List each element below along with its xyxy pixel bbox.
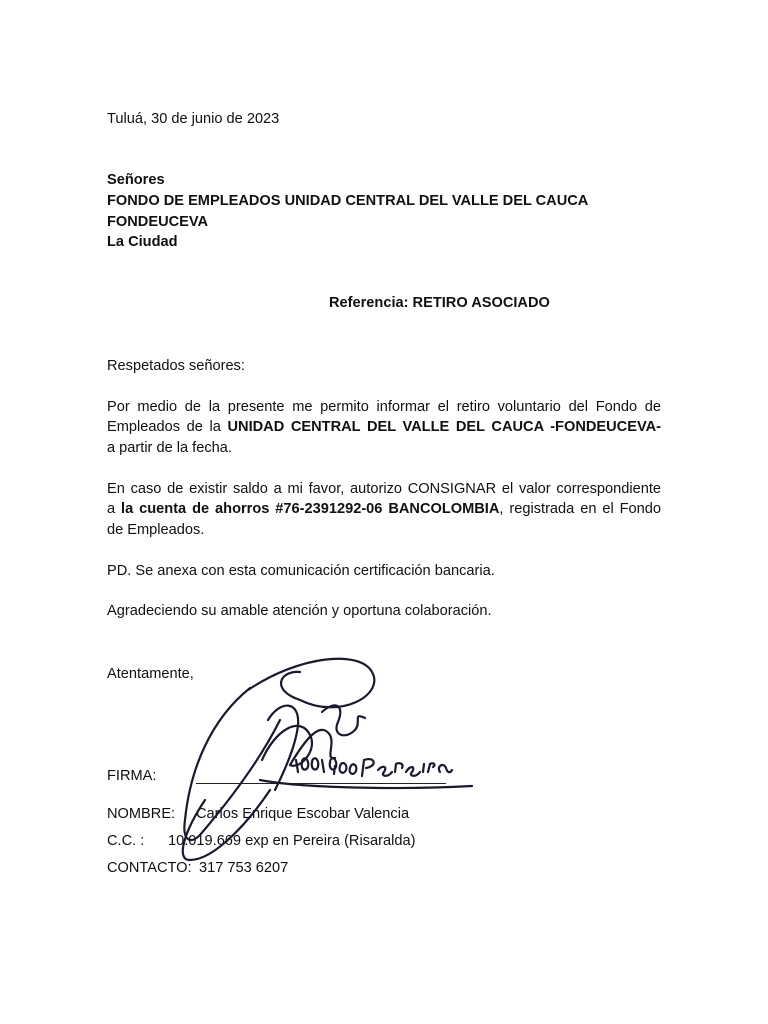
recipient-city: La Ciudad bbox=[107, 234, 178, 250]
contacto-value: 317 753 6207 bbox=[199, 860, 289, 876]
closing: Atentamente, bbox=[107, 666, 194, 682]
paragraph1-line3: a partir de la fecha. bbox=[107, 440, 232, 456]
paragraph2-line1: En caso de existir saldo a mi favor, autorizo CONSIGNAR el valor correspondiente bbox=[107, 481, 661, 497]
reference-line: Referencia: RETIRO ASOCIADO bbox=[329, 295, 550, 311]
firma-label: FIRMA: bbox=[107, 768, 157, 784]
paragraph1-line2-text: Empleados de la bbox=[107, 419, 228, 435]
nombre-value: Carlos Enrique Escobar Valencia bbox=[196, 806, 410, 822]
recipient-org-line2: FONDEUCEVA bbox=[107, 214, 209, 230]
paragraph2-account: la cuenta de ahorros #76-2391292-06 BANCOLOMBIA bbox=[121, 501, 500, 517]
cc-value: 10.019.669 exp en Pereira (Risaralda) bbox=[168, 833, 416, 849]
paragraph1-line2 bbox=[107, 417, 661, 437]
recipient-salutation: Señores bbox=[107, 172, 165, 188]
paragraph2-line3: de Empleados. bbox=[107, 522, 205, 538]
cc-label: C.C. : bbox=[107, 833, 145, 849]
paragraph2-line2-pre: a bbox=[107, 501, 122, 517]
recipient-org-line1: FONDO DE EMPLEADOS UNIDAD CENTRAL DEL VALLE DEL CAUCA bbox=[107, 193, 589, 209]
paragraph2-line2-post: , registrada en el Fondo bbox=[499, 501, 662, 517]
greeting: Respetados señores: bbox=[107, 358, 245, 374]
nombre-label: NOMBRE: bbox=[107, 806, 176, 822]
contacto-label: CONTACTO: bbox=[107, 860, 192, 876]
thanks-line: Agradeciendo su amable atención y oportuna colaboración. bbox=[107, 603, 492, 619]
signature-line bbox=[196, 783, 446, 784]
paragraph1-line1: Por medio de la presente me permito informar el retiro voluntario del Fondo de bbox=[107, 399, 661, 415]
date-line: Tuluá, 30 de junio de 2023 bbox=[107, 111, 280, 127]
paragraph2-line2 bbox=[107, 499, 661, 519]
paragraph1-org-name: UNIDAD CENTRAL DEL VALLE DEL CAUCA -FONDEUCEVA- bbox=[227, 419, 661, 435]
postscript: PD. Se anexa con esta comunicación certificación bancaria. bbox=[107, 563, 495, 579]
